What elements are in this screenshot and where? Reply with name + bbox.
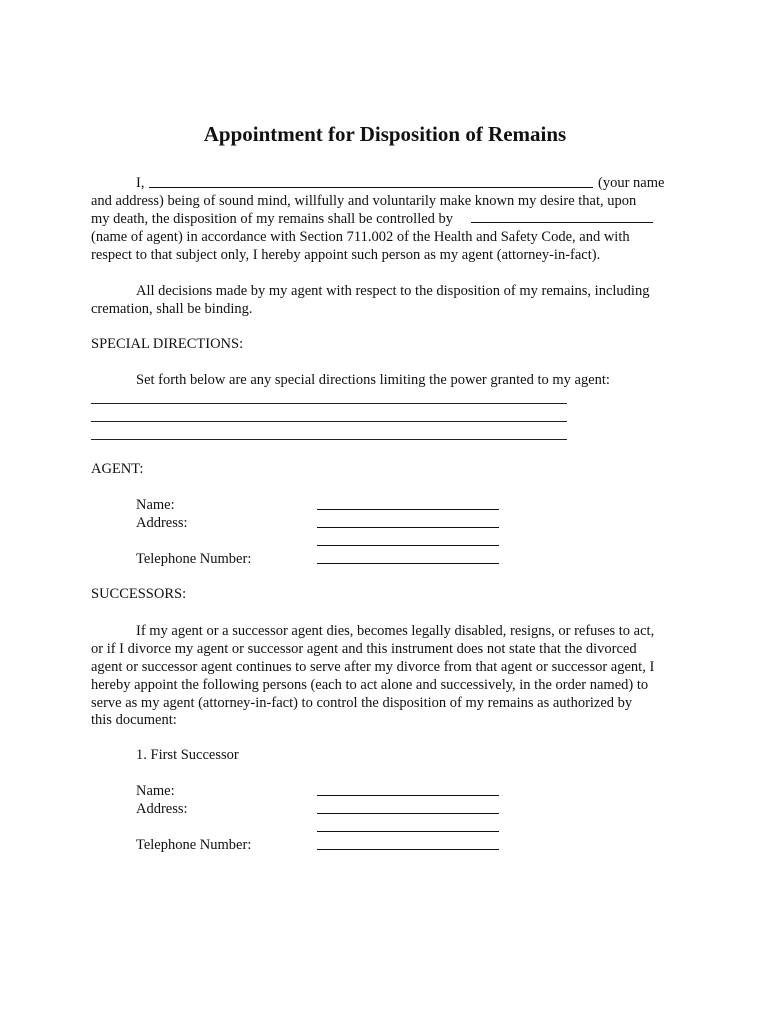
agent-name-input-line[interactable]: [317, 509, 499, 510]
first-successor-heading: 1. First Successor: [136, 747, 239, 763]
document-title: Appointment for Disposition of Remains: [203, 122, 567, 146]
special-directions-line-2[interactable]: [91, 421, 567, 422]
agent-address-input-line-1[interactable]: [317, 527, 499, 528]
special-directions-line-1[interactable]: [91, 403, 567, 404]
intro-prefix: I,: [136, 175, 145, 191]
intro-your-name-label: (your name: [598, 175, 665, 191]
successors-line-1: If my agent or a successor agent dies, becomes legally disabled, resigns, or refuses to act,: [136, 623, 655, 639]
first-successor-address-input-line-2[interactable]: [317, 831, 499, 832]
special-directions-line-3[interactable]: [91, 439, 567, 440]
intro-line-2: and address) being of sound mind, willfully and voluntarily make known my desire that, upon: [91, 193, 637, 209]
agent-phone-input-line[interactable]: [317, 563, 499, 564]
first-successor-phone-input-line[interactable]: [317, 849, 499, 850]
intro-line-5: respect to that subject only, I hereby appoint such person as my agent (attorney-in-fact).: [91, 247, 601, 263]
decisions-line-2: cremation, shall be binding.: [91, 301, 253, 317]
successors-line-2: or if I divorce my agent or successor agent and this instrument does not state that the divorced: [91, 641, 637, 657]
first-successor-address-label: Address:: [136, 801, 188, 817]
first-successor-name-label: Name:: [136, 783, 175, 799]
successors-line-4: hereby appoint the following persons (each to act alone and successively, in the order named) to: [91, 677, 649, 693]
first-successor-name-input-line[interactable]: [317, 795, 499, 796]
successors-line-6: this document:: [91, 712, 177, 728]
special-directions-heading: SPECIAL DIRECTIONS:: [91, 336, 244, 352]
agent-heading: AGENT:: [91, 461, 144, 477]
first-successor-phone-label: Telephone Number:: [136, 837, 252, 853]
agent-address-label: Address:: [136, 515, 188, 531]
your-name-field-line[interactable]: [149, 187, 593, 188]
intro-line-3: my death, the disposition of my remains shall be controlled by: [91, 211, 454, 227]
successors-line-5: serve as my agent (attorney-in-fact) to control the disposition of my remains as authorized by: [91, 695, 633, 711]
agent-name-label: Name:: [136, 497, 175, 513]
special-directions-text: Set forth below are any special directions limiting the power granted to my agent:: [136, 372, 610, 388]
intro-line-4: (name of agent) in accordance with Section 711.002 of the Health and Safety Code, and with: [91, 229, 630, 245]
successors-line-3: agent or successor agent continues to serve after my divorce from that agent or successor agent, I: [91, 659, 655, 675]
successors-heading: SUCCESSORS:: [91, 586, 187, 602]
first-successor-address-input-line-1[interactable]: [317, 813, 499, 814]
agent-name-field-line[interactable]: [471, 222, 653, 223]
agent-address-input-line-2[interactable]: [317, 545, 499, 546]
agent-phone-label: Telephone Number:: [136, 551, 252, 567]
decisions-line-1: All decisions made by my agent with respect to the disposition of my remains, including: [136, 283, 650, 299]
